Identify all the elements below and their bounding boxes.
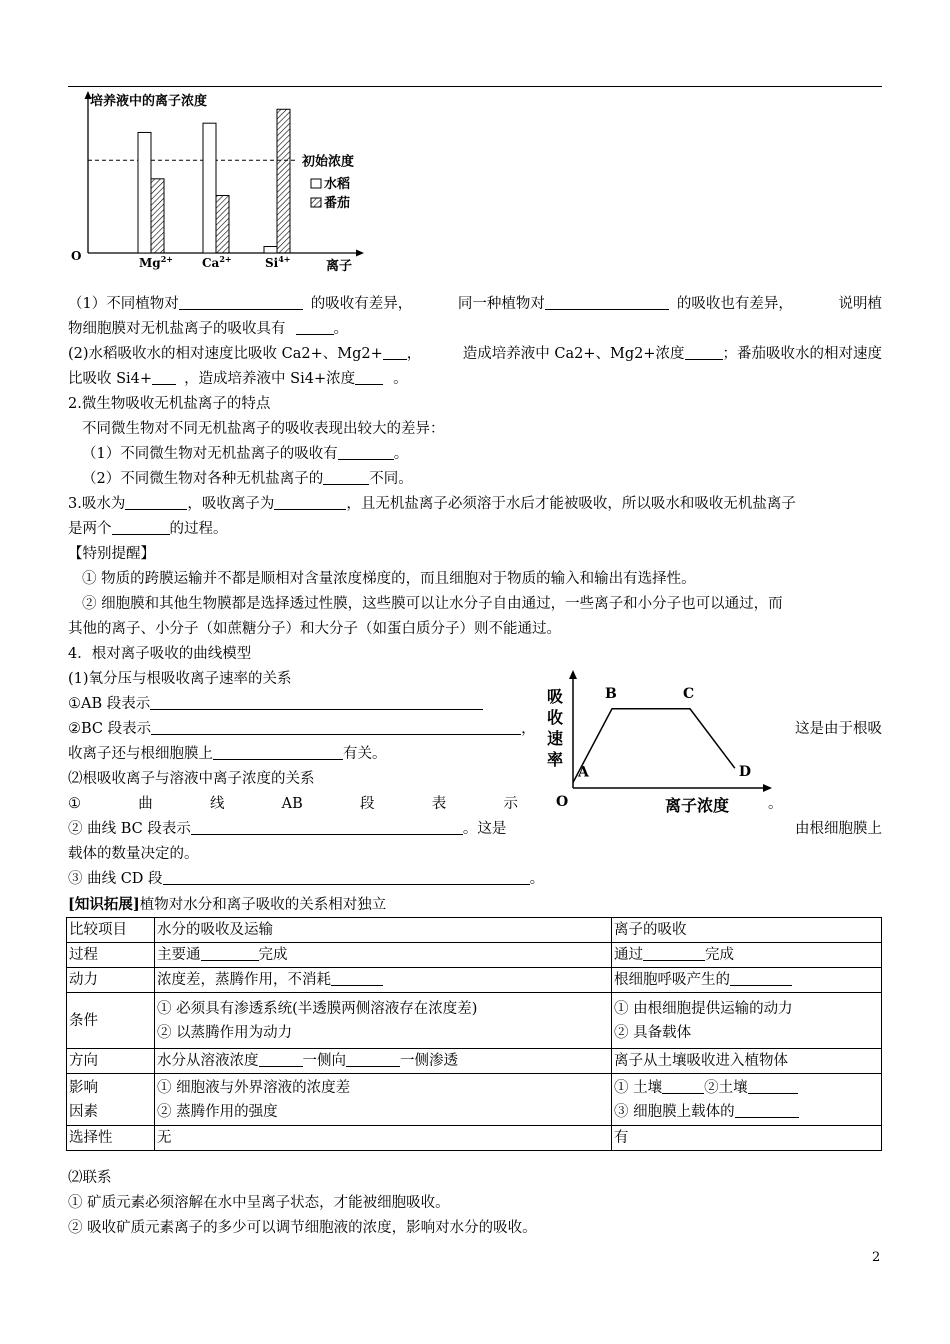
legend-label-tomato: 番茄 [324,196,351,211]
heading-4: 4．根对离子吸收的曲线模型 [68,646,252,662]
origin-label: O [71,249,82,263]
table-cell: ① 由根细胞提供运输的动力 ② 具备载体 [612,993,882,1049]
tip-2-line2: 其他的离子、小分子（如蔗糖分子）和大分子（如蛋白质分子）则不能通过。 [68,621,561,637]
x-tick-mg: $Mg^{2+}$ [139,254,173,270]
table-row [67,943,882,968]
sub-1-bc: ②BC 段表示 ， 这是由于根吸 [68,721,882,737]
table-cell: ① 细胞液与外界溶液的浓度差 ② 蒸腾作用的强度 [155,1074,612,1126]
legend-swatch-rice [311,179,321,188]
para-2-2: （2）不同微生物对各种无机盐离子的 不同。 [82,471,413,487]
comparison-table [66,917,882,1151]
table-row [67,1074,882,1126]
x-axis-arrow [356,250,364,257]
header-rule [68,86,882,87]
q2-line2: 比吸收 Si4+ ，造成培养液中 Si4+浓度 。 [68,371,408,387]
table-cell: 浓度差，蒸腾作用，不消耗 [155,968,612,993]
page-number: 2 [872,1250,881,1265]
relationship-section [68,1166,882,1241]
para-3-line1: 3.吸水为 ，吸收离子为 ，且无机盐离子必须溶于水后才能被吸收，所以吸水和吸收无机盐离子 [68,496,796,512]
sub-2-3: ③ 曲线 CD 段 。 [68,871,545,887]
table-cell: 主要通 完成 [155,943,612,968]
bar-tomato-0 [151,179,164,253]
knowledge-extension: [知识拓展]植物对水分和离子吸收的关系相对独立 [68,896,387,913]
initial-concentration-label: 初始浓度 [302,154,355,170]
table-cell: 动力 [67,968,155,993]
heading-2: 2.微生物吸收无机盐离子的特点 [68,396,271,412]
q1-line1: （1）不同植物对 的吸收有差异， 同一种植物对 的吸收也有差异， 说明植 [68,296,882,312]
point-label-d: D [738,764,751,781]
tip-2-line1: ② 细胞膜和其他生物膜都是选择透过性膜，这些膜可以让水分子自由通过，一些离子和小分子也可以通过，而 [82,596,783,612]
y-axis-label: 培养液中的离子浓度 [90,94,208,109]
para-2: 不同微生物对不同无机盐离子的吸收表现出较大的差异： [82,421,445,437]
point-label-c: C [683,685,695,702]
tip-1: ① 物质的跨膜运输并不都是顺相对含量浓度梯度的，而且细胞对于物质的输入和输出有选择性。 [82,571,696,587]
bar-rice-1 [203,123,216,253]
table-cell: ① 必须具有渗透系统(半透膜两侧溶液存在浓度差) ② 以蒸腾作用为动力 [155,993,612,1049]
q1-line2: 物细胞膜对无机盐离子的吸收具有 。 [68,321,348,337]
table-cell: 根细胞呼吸产生的 [612,968,882,993]
sub-1-title: (1)氧分压与根吸收离子速率的关系 [68,671,292,687]
y-axis-label-2: 收 [547,708,564,727]
table-cell: 方向 [67,1049,155,1074]
y-axis-label-1: 吸 [547,687,564,706]
x-axis-arrow [763,784,772,792]
relationship-1: ① 矿质元素必须溶解在水中呈离子状态，才能被细胞吸收。 [68,1195,450,1211]
table-cell: 水分从溶液浓度 一侧向 一侧渗透 [155,1049,612,1074]
table-row [67,1049,882,1074]
relationship-2: ② 吸收矿质元素离子的多少可以调节细胞液的浓度，影响对水分的吸收。 [68,1220,537,1236]
table-row [67,993,882,1049]
table-cell: 过程 [67,943,155,968]
table-cell: 离子的吸收 [612,918,882,943]
absorption-rate-line-chart [540,668,780,828]
y-axis-arrow [569,670,577,679]
bar-tomato-1 [216,196,229,253]
table-header-row [67,918,882,943]
table-cell: 离子从土壤吸收进入植物体 [612,1049,882,1074]
sub-1-bc-cont: 收离子还与根细胞膜上 有关。 [68,746,387,762]
sub-2-2: ② 曲线 BC 段表示 。这是 由根细胞膜上 [68,821,882,837]
absorption-curve [573,709,735,783]
table-cell: 无 [155,1126,612,1151]
legend-swatch-tomato [311,198,321,207]
y-axis-label-3: 速 [547,729,564,748]
table-cell: 选择性 [67,1126,155,1151]
x-tick-ca: $Ca^{2+}$ [202,254,232,270]
para-2-1: （1）不同微生物对无机盐离子的吸收有 。 [82,446,409,462]
table-row [67,968,882,993]
bar-rice-2 [264,247,277,253]
para-3-line2: 是两个 的过程。 [68,521,228,537]
x-axis-label: 离子 [326,259,353,274]
x-tick-si: $Si^{4+}$ [265,254,291,270]
table-cell: 通过 完成 [612,943,882,968]
sub-2-2-cont: 载体的数量决定的。 [68,846,199,862]
table-cell: 水分的吸收及运输 [155,918,612,943]
bar-tomato-2 [277,109,290,253]
special-tip-heading: 【特别提醒】 [68,546,155,562]
table-cell: 条件 [67,993,155,1049]
table-cell: 有 [612,1126,882,1151]
bar-rice-0 [138,132,151,253]
ion-concentration-bar-chart [68,90,368,275]
table-cell: 比较项目 [67,918,155,943]
table-row [67,1126,882,1151]
bars [138,109,290,253]
point-label-a: A [578,764,589,781]
table-cell: ① 土壤 ②土壤 ③ 细胞膜上载体的 [612,1074,882,1126]
relationship-heading: ⑵联系 [68,1170,112,1186]
x-axis-label: 离子浓度 [665,796,730,815]
y-axis-label-4: 率 [547,750,564,769]
origin-label: O [556,794,569,810]
sub-2-title: ⑵根吸收离子与溶液中离子浓度的关系 [68,771,315,787]
sub-2-1: ① 曲 线 AB 段 表 示 。 [68,796,783,812]
q2-line1: (2)水稻吸收水的相对速度比吸收 Ca2+、Mg2+ ， 造成培养液中 Ca2+、Mg2+浓度 ；番茄吸收水的相对速度 [68,346,882,362]
legend-label-rice: 水稻 [324,177,351,192]
point-label-b: B [605,685,617,702]
table-cell: 影响 因素 [67,1074,155,1126]
sub-1-ab: ①AB 段表示 [68,692,882,717]
